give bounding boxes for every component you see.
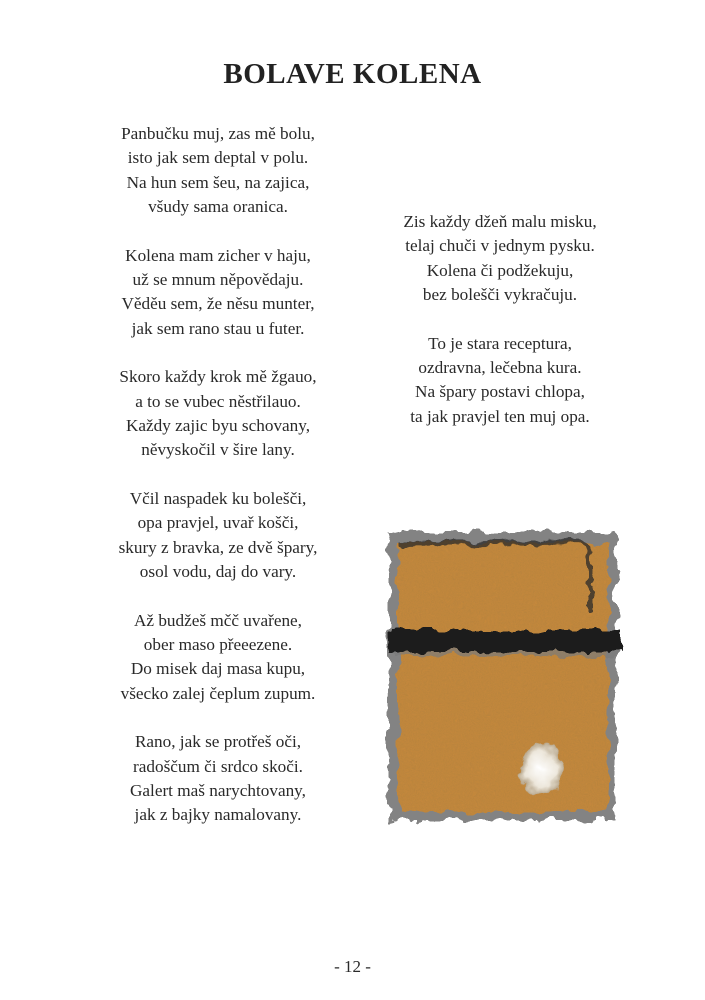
poem-column-left bbox=[68, 122, 368, 852]
poem-line: všecko zalej čeplum zupum. bbox=[120, 683, 316, 703]
stanza bbox=[350, 210, 650, 308]
stanza bbox=[68, 730, 368, 828]
poem-line: všudy sama oranica. bbox=[148, 197, 288, 217]
poem-line: Na špary postavi chlopa, bbox=[415, 382, 585, 402]
egg-blob bbox=[520, 745, 564, 795]
poem-line: Galert maš narychtovany, bbox=[130, 780, 306, 800]
poem-line: něvyskočil v šire lany. bbox=[141, 440, 295, 460]
poem-line: ober maso přeeezene. bbox=[143, 634, 293, 654]
page-number: - 12 - bbox=[334, 957, 371, 976]
poem-line: opa pravjel, uvař košči, bbox=[137, 513, 299, 533]
stanza bbox=[68, 244, 368, 342]
poem-line: Kolena či podžekuju, bbox=[426, 260, 574, 280]
stanza bbox=[68, 365, 368, 463]
poem-line: osol vodu, daj do vary. bbox=[139, 562, 297, 582]
poem-line: bez bolešči vykračuju. bbox=[422, 285, 578, 305]
poem-line: Věděu sem, že něsu munter, bbox=[121, 294, 315, 314]
poem-line: Skoro každy krok mě žgauo, bbox=[119, 367, 317, 387]
poem-line: Rano, jak se protřeš oči, bbox=[134, 732, 302, 752]
jelly-body bbox=[398, 542, 608, 812]
poem-line: skury z bravka, ze dvě špary, bbox=[118, 537, 318, 557]
page-title: BOLAVE KOLENA bbox=[223, 58, 482, 90]
poem-column-right bbox=[350, 210, 650, 453]
poem-line: Na hun sem šeu, na zajica, bbox=[126, 172, 310, 192]
poem-line: ta jak pravjel ten muj opa. bbox=[410, 406, 590, 426]
poem-line: radoščum či srdco skoči. bbox=[133, 756, 303, 776]
poem-line: jak sem rano stau u futer. bbox=[131, 318, 305, 338]
poem-line: Do misek daj masa kupu, bbox=[130, 659, 306, 679]
poem-line: Zis každy džeň malu misku, bbox=[403, 212, 597, 231]
stanza bbox=[68, 122, 368, 220]
poem-line: telaj chuči v jednym pysku. bbox=[405, 236, 595, 256]
poem-line: Panbučku muj, zas mě bolu, bbox=[121, 124, 315, 143]
stanza bbox=[350, 332, 650, 430]
dark-band bbox=[390, 630, 620, 656]
poem-line: ozdravna, lečebna kura. bbox=[418, 358, 582, 378]
jelly-dish-illustration bbox=[378, 520, 628, 830]
poem-line: To je stara receptura, bbox=[428, 333, 572, 353]
poem-line: a to se vubec něstřilauo. bbox=[135, 391, 301, 411]
poem-line: Až budžeš mčč uvařene, bbox=[134, 610, 302, 630]
poem-line: Včil naspadek ku bolešči, bbox=[129, 488, 307, 508]
stanza bbox=[68, 487, 368, 585]
poem-line: jak z bajky namalovany. bbox=[134, 805, 302, 825]
poem-line: Každy zajic byu schovany, bbox=[125, 416, 311, 436]
poem-line: už se mnum něpovědaju. bbox=[132, 270, 304, 290]
poem-line: Kolena mam zicher v haju, bbox=[125, 245, 311, 265]
poem-line: isto jak sem deptal v polu. bbox=[127, 148, 309, 168]
stanza bbox=[68, 609, 368, 707]
